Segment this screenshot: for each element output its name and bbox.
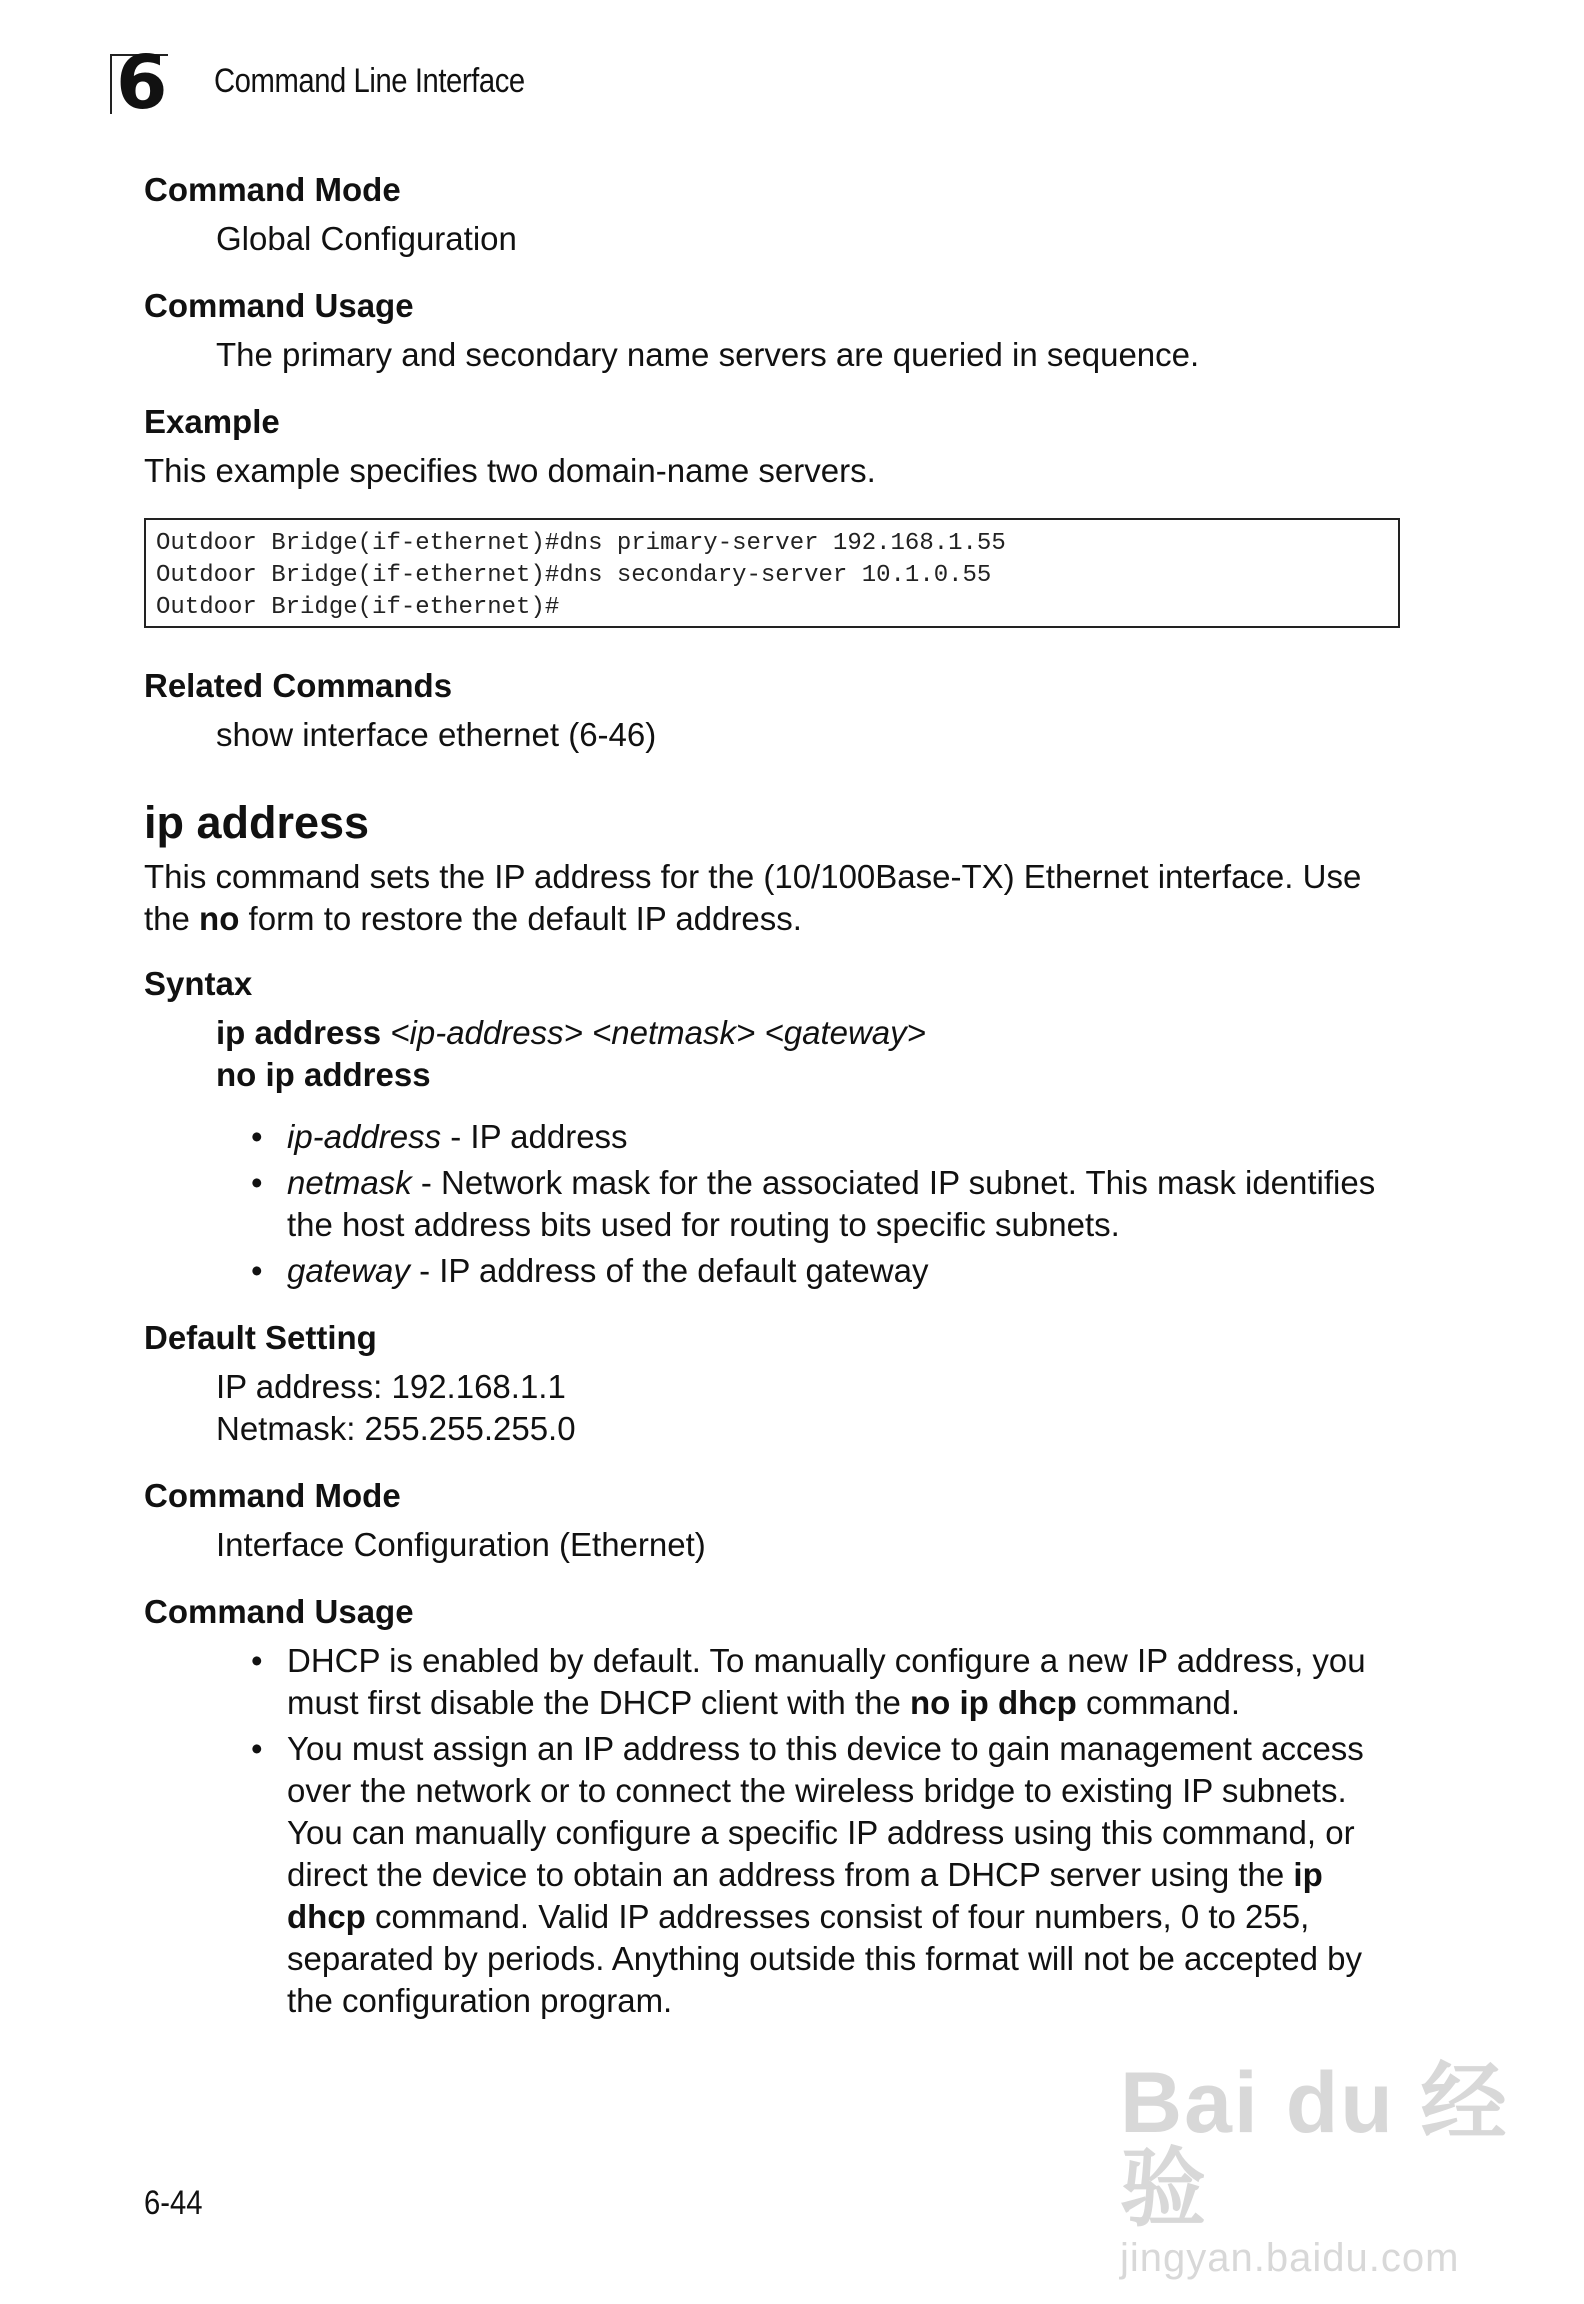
usage-line bbox=[287, 1682, 1407, 1724]
related-command-text: show interface ethernet (6-46) bbox=[216, 716, 657, 753]
bullet-dot: • bbox=[251, 1164, 263, 1201]
bullet-dot: • bbox=[251, 1118, 263, 1155]
param-desc: - IP address bbox=[441, 1118, 628, 1155]
chapter-number: 6 bbox=[116, 40, 168, 126]
param-item bbox=[287, 1162, 1407, 1204]
param-item bbox=[287, 1250, 1407, 1292]
command-keyword: no ip dhcp bbox=[909, 1684, 1077, 1721]
usage-text: must first disable the DHCP client with the bbox=[287, 1684, 910, 1721]
description-line: This command sets the IP address for the (10/100Base-TX) Ethernet interface. Use bbox=[144, 858, 1362, 895]
param-desc-continued: the host address bits used for routing to specific subnets. bbox=[287, 1206, 1120, 1243]
command-usage-text: The primary and secondary name servers are queried in sequence. bbox=[216, 336, 1200, 373]
syntax-no-command: no ip address bbox=[216, 1056, 431, 1093]
usage-text: command. Valid IP addresses consist of four numbers, 0 to 255, bbox=[365, 1898, 1310, 1935]
running-header-title: Command Line Interface bbox=[214, 62, 525, 100]
usage-line bbox=[287, 1854, 1407, 1896]
param-desc: - IP address of the default gateway bbox=[409, 1252, 929, 1289]
description-line bbox=[144, 898, 802, 940]
param-item bbox=[287, 1116, 1407, 1158]
no-keyword: no bbox=[199, 900, 240, 937]
example-heading: Example bbox=[144, 403, 280, 440]
usage-line: You must assign an IP address to this device to gain management access bbox=[287, 1730, 1364, 1767]
usage-text: direct the device to obtain an address from a DHCP server using the bbox=[287, 1856, 1294, 1893]
command-mode-heading: Command Mode bbox=[144, 171, 401, 208]
usage-text: command. bbox=[1076, 1684, 1241, 1721]
param-name: netmask bbox=[287, 1164, 412, 1201]
bullet-dot: • bbox=[251, 1642, 263, 1679]
watermark-url: jingyan.baidu.com bbox=[1120, 2236, 1460, 2280]
syntax-command: ip address bbox=[216, 1014, 382, 1051]
usage-line: the configuration program. bbox=[287, 1982, 673, 2019]
usage-line: DHCP is enabled by default. To manually configure a new IP address, you bbox=[287, 1642, 1366, 1679]
default-ip: IP address: 192.168.1.1 bbox=[216, 1368, 566, 1405]
bullet-dot: • bbox=[251, 1252, 263, 1289]
syntax-heading: Syntax bbox=[144, 965, 253, 1002]
syntax-line bbox=[216, 1012, 926, 1054]
usage-line: separated by periods. Anything outside this format will not be accepted by bbox=[287, 1940, 1362, 1977]
command-mode-text: Global Configuration bbox=[216, 220, 517, 257]
example-intro: This example specifies two domain-name servers. bbox=[144, 452, 876, 489]
description-text: form to restore the default IP address. bbox=[239, 900, 802, 937]
bullet-dot: • bbox=[251, 1730, 263, 1767]
command-keyword: dhcp bbox=[287, 1898, 366, 1935]
usage-line bbox=[287, 1896, 1407, 1938]
description-text: the bbox=[144, 900, 200, 937]
code-line: Outdoor Bridge(if-ethernet)#dns secondary-server 10.1.0.55 bbox=[156, 562, 992, 589]
related-commands-heading: Related Commands bbox=[144, 667, 453, 704]
page-number: 6-44 bbox=[144, 2184, 203, 2222]
command-mode-text: Interface Configuration (Ethernet) bbox=[216, 1526, 706, 1563]
command-mode-heading: Command Mode bbox=[144, 1477, 401, 1514]
param-name: gateway bbox=[287, 1252, 410, 1289]
default-setting-heading: Default Setting bbox=[144, 1319, 377, 1356]
section-title: ip address bbox=[144, 797, 370, 848]
param-name: ip-address bbox=[287, 1118, 442, 1155]
command-usage-heading: Command Usage bbox=[144, 287, 414, 324]
code-example-box bbox=[144, 518, 1400, 628]
command-usage-heading: Command Usage bbox=[144, 1593, 414, 1630]
watermark-logo: Bai du 经验 bbox=[1120, 2055, 1509, 2237]
usage-line: over the network or to connect the wireless bridge to existing IP subnets. bbox=[287, 1772, 1347, 1809]
code-line: Outdoor Bridge(if-ethernet)# bbox=[156, 594, 560, 621]
param-desc: - Network mask for the associated IP subnet. This mask identifies bbox=[411, 1164, 1376, 1201]
code-line: Outdoor Bridge(if-ethernet)#dns primary-server 192.168.1.55 bbox=[156, 530, 1006, 557]
baidu-watermark bbox=[1120, 2055, 1584, 2281]
command-keyword: ip bbox=[1293, 1856, 1323, 1893]
usage-line: You can manually configure a specific IP address using this command, or bbox=[287, 1814, 1355, 1851]
syntax-params: <ip-address> <netmask> <gateway> bbox=[381, 1014, 926, 1051]
default-netmask: Netmask: 255.255.255.0 bbox=[216, 1410, 576, 1447]
